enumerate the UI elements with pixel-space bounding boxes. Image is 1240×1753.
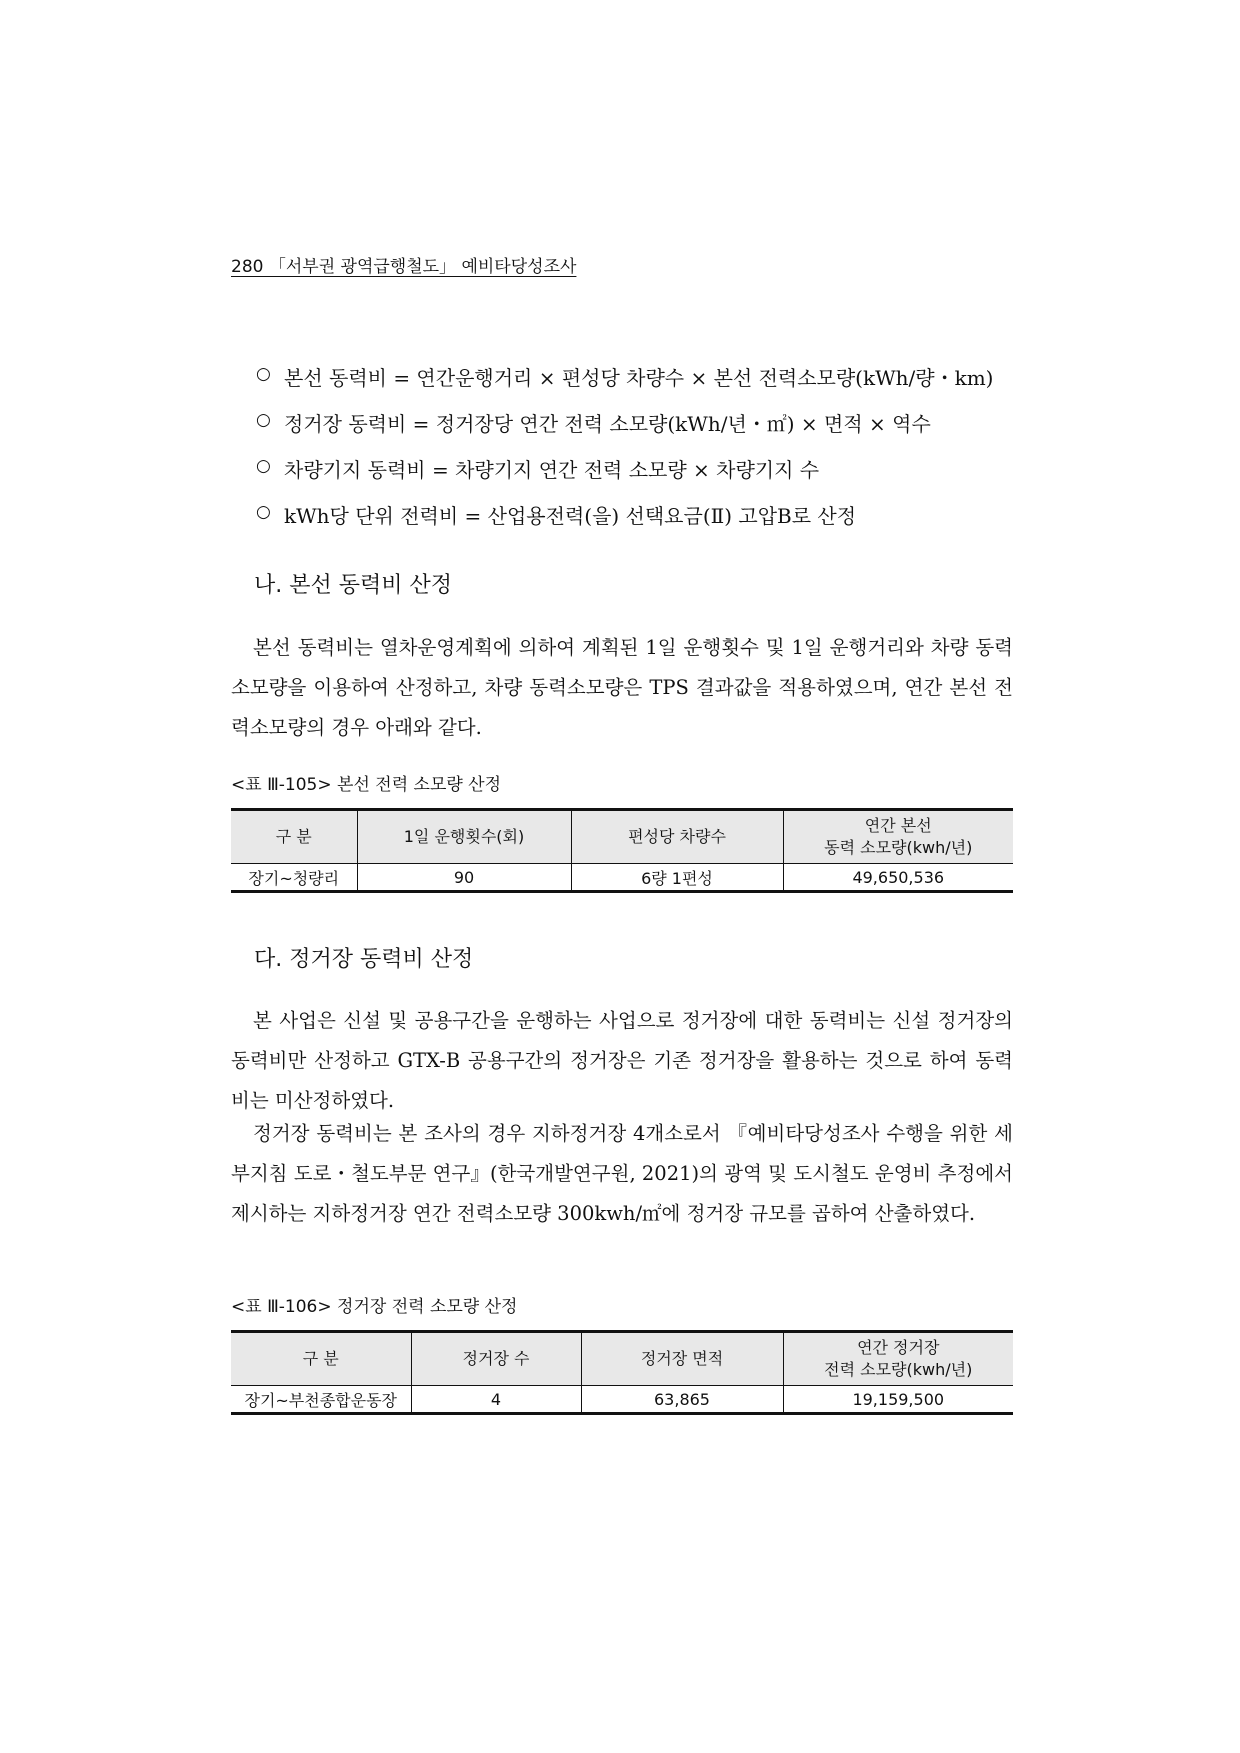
- column-header: 정거장 수: [411, 1332, 581, 1386]
- table-caption-105: <표 Ⅲ-105> 본선 전력 소모량 산정: [231, 775, 502, 795]
- table-header-row: [231, 810, 1013, 864]
- table-row: [231, 1386, 1013, 1414]
- table-cell: 19,159,500: [783, 1386, 1013, 1414]
- formula-text: 정거장 동력비 = 정거장당 연간 전력 소모량(kWh/년・㎡) × 면적 × 역수: [284, 412, 931, 436]
- formula-item: [256, 500, 993, 546]
- formula-item: [256, 454, 993, 500]
- circle-bullet-icon: ○: [256, 456, 271, 476]
- column-header: 1일 운행횟수(회): [357, 810, 571, 864]
- table-station-power: [231, 1330, 1013, 1415]
- column-header: 연간 본선 동력 소모량(kwh/년): [783, 810, 1013, 864]
- column-header: 연간 정거장 전력 소모량(kwh/년): [783, 1332, 1013, 1386]
- column-header: 구 분: [231, 810, 357, 864]
- formula-text: kWh당 단위 전력비 = 산업용전력(을) 선택요금(Ⅱ) 고압B로 산정: [284, 504, 857, 528]
- table-cell: 장기~부천종합운동장: [231, 1386, 411, 1414]
- formula-text: 본선 동력비 = 연간운행거리 × 편성당 차량수 × 본선 전력소모량(kWh/량・km): [284, 366, 994, 390]
- table-caption-106: <표 Ⅲ-106> 정거장 전력 소모량 산정: [231, 1297, 518, 1317]
- column-header: 정거장 면적: [581, 1332, 783, 1386]
- table-main-line-power: [231, 808, 1013, 893]
- formula-item: [256, 408, 993, 454]
- table-row: [231, 864, 1013, 892]
- column-header: 구 분: [231, 1332, 411, 1386]
- table-cell: 장기~청량리: [231, 864, 357, 892]
- paragraph-station-1: 본 사업은 신설 및 공용구간을 운행하는 사업으로 정거장에 대한 동력비는 신설 정거장의 동력비만 산정하고 GTX-B 공용구간의 정거장은 기존 정거장을 활용하는 것으로 하여 동력비는 미산정하였다.: [231, 1009, 1013, 1112]
- formula-list: [256, 362, 993, 546]
- section-heading-main-line: 나. 본선 동력비 산정: [254, 573, 452, 598]
- circle-bullet-icon: ○: [256, 410, 271, 430]
- table-header-row: [231, 1332, 1013, 1386]
- formula-text: 차량기지 동력비 = 차량기지 연간 전력 소모량 × 차량기지 수: [284, 458, 820, 482]
- table-cell: 49,650,536: [783, 864, 1013, 892]
- table-cell: 6량 1편성: [571, 864, 783, 892]
- circle-bullet-icon: ○: [256, 502, 271, 522]
- circle-bullet-icon: ○: [256, 364, 271, 384]
- column-header: 편성당 차량수: [571, 810, 783, 864]
- paragraph-station-2: 정거장 동력비는 본 조사의 경우 지하정거장 4개소로서 『예비타당성조사 수행을 위한 세부지침 도로・철도부문 연구』(한국개발연구원, 2021)의 광역 및 도시철도 운영비 추정에서 제시하는 지하정거장 연간 전력소모량 300kwh/㎡에 정거장 규모를 곱하여 산출하였다.: [231, 1122, 1013, 1225]
- formula-item: [256, 362, 993, 408]
- table-cell: 90: [357, 864, 571, 892]
- running-header: 280 「서부권 광역급행철도」 예비타당성조사: [231, 257, 577, 277]
- paragraph-main-line: 본선 동력비는 열차운영계획에 의하여 계획된 1일 운행횟수 및 1일 운행거리와 차량 동력소모량을 이용하여 산정하고, 차량 동력소모량은 TPS 결과값을 적용하였으며, 연간 본선 전력소모량의 경우 아래와 같다.: [231, 636, 1013, 739]
- section-heading-station: 다. 정거장 동력비 산정: [254, 947, 474, 972]
- table-cell: 4: [411, 1386, 581, 1414]
- table-cell: 63,865: [581, 1386, 783, 1414]
